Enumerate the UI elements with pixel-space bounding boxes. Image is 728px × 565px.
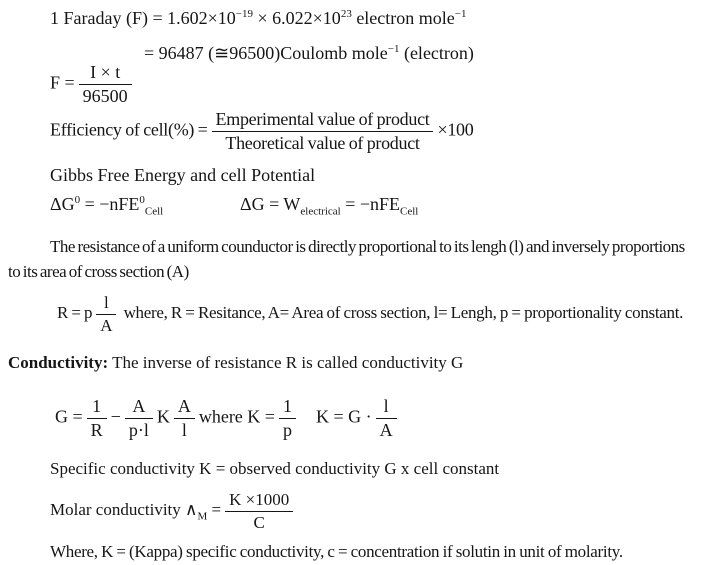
exponent: −19	[235, 8, 253, 20]
text-segment: ΔG	[50, 194, 75, 214]
heading-text: Gibbs Free Energy and cell Potential	[50, 165, 316, 185]
heading-bold-label: Conductivity:	[8, 353, 109, 372]
faraday-value-line	[144, 42, 474, 65]
minus-sign: −	[110, 406, 121, 427]
numerator: l	[96, 293, 116, 315]
text-segment: where K =	[198, 406, 275, 427]
gibbs-heading	[50, 164, 315, 187]
denominator: p	[282, 419, 292, 440]
paragraph-text: The resistance of a uniform counductor is directly proportional to its lengh (l) and inversely proportions	[50, 237, 685, 256]
fraction	[125, 396, 153, 440]
resistance-paragraph-line2	[8, 261, 189, 282]
denominator: p·l	[128, 419, 149, 440]
fraction	[174, 396, 195, 440]
faraday-formula	[50, 62, 136, 106]
denominator: A	[379, 419, 393, 440]
text-segment: (electron)	[399, 43, 474, 63]
text-segment: = −nFE	[340, 194, 401, 214]
numerator: Emperimental value of product	[212, 109, 434, 132]
denominator: R	[90, 419, 103, 440]
formula-lhs: Molar conductivity ∧	[50, 499, 198, 519]
formula-rhs: ×100	[437, 119, 474, 140]
numerator: A	[174, 396, 195, 419]
text-segment: = 96487 (≅96500)Coulomb mole	[144, 43, 388, 63]
formula-lhs: G =	[55, 406, 83, 427]
denominator: l	[181, 419, 187, 440]
subscript: Cell	[400, 205, 419, 218]
numerator: I × t	[79, 62, 132, 85]
text-segment: = −nFE	[80, 194, 140, 214]
fraction	[79, 62, 132, 106]
molar-conductivity-formula	[50, 490, 297, 532]
conductivity-heading	[8, 352, 463, 373]
conductivity-formula	[55, 396, 401, 440]
formula-mid: where, R =	[120, 302, 198, 322]
numerator: 1	[279, 396, 296, 419]
text-segment: × 6.022×10	[253, 8, 341, 28]
formula-lhs: Efficiency of cell(%) =	[50, 119, 208, 140]
fraction	[96, 293, 116, 335]
fraction	[279, 396, 296, 440]
resistance-formula	[57, 293, 683, 335]
exponent: 23	[340, 8, 352, 20]
text-segment: Specific conductivity K = observed conductivity G x cell constant	[50, 459, 500, 478]
fraction	[376, 396, 397, 440]
text-segment: 1 Faraday (F) = 1.602×10	[50, 8, 236, 28]
subscript: M	[197, 510, 208, 523]
denominator: A	[100, 315, 113, 335]
efficiency-formula	[50, 109, 473, 153]
faraday-definition-line	[50, 7, 467, 30]
text-segment: K = G ·	[315, 406, 372, 427]
fraction	[212, 109, 434, 153]
text-segment: K	[156, 406, 170, 427]
paragraph-text: to its area of cross section (A)	[8, 262, 189, 281]
text-segment: electron mole	[351, 8, 455, 28]
denominator: 96500	[82, 85, 128, 106]
conductivity-note-line	[50, 541, 623, 562]
formula-lhs: R = p	[57, 302, 93, 322]
text-segment: Where, K = (Kappa) specific conductivity, c = concentration if solutin in unit of molarity.	[50, 542, 623, 561]
fraction	[87, 396, 107, 440]
denominator: C	[253, 512, 265, 532]
gibbs-eq-work	[240, 193, 418, 216]
exponent: 0	[139, 194, 145, 206]
text-segment: ΔG = W	[240, 194, 301, 214]
exponent: −1	[387, 43, 400, 55]
numerator: K ×1000	[225, 490, 293, 512]
denominator: Theoretical value of product	[225, 132, 420, 153]
heading-text: The inverse of resistance R is called conductivity G	[108, 353, 464, 372]
exponent: −1	[454, 8, 467, 20]
exponent: 0	[74, 194, 81, 206]
equals-sign: =	[207, 499, 222, 519]
formula-description: Resitance, A= Area of cross section, l= Lengh, p = proportionality constant.	[197, 302, 684, 322]
formula-lhs: F =	[50, 72, 75, 93]
subscript: Cell	[144, 205, 164, 218]
gibbs-eq-standard	[50, 193, 163, 216]
numerator: l	[376, 396, 397, 419]
numerator: A	[125, 396, 153, 419]
specific-conductivity-line	[50, 458, 499, 479]
fraction	[225, 490, 293, 532]
numerator: 1	[87, 396, 107, 419]
resistance-paragraph-line1	[50, 236, 685, 257]
subscript: electrical	[300, 205, 341, 218]
